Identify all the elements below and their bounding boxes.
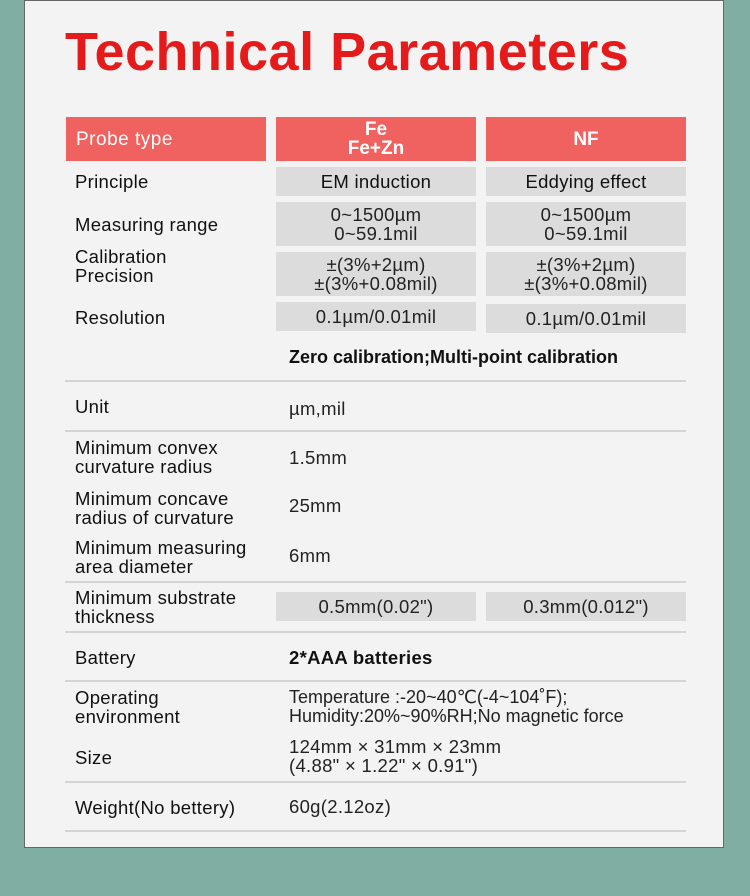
header-fe-line2: Fe+Zn <box>347 138 405 159</box>
calibration-fe-line2: ±(3%+0.08mil) <box>314 273 438 294</box>
battery-value: 2*AAA batteries <box>289 647 433 668</box>
calibration-fe-cell <box>276 252 476 296</box>
weight-value: 60g(2.12oz) <box>289 796 392 817</box>
row-divider <box>65 781 686 783</box>
calibration-mode-text: Zero calibration;Multi-point calibration <box>289 347 619 367</box>
calibration-fe-line1: ±(3%+2µm) <box>326 254 426 275</box>
row-divider <box>65 581 686 583</box>
convex-label <box>75 438 218 476</box>
weight-label: Weight(No bettery) <box>75 797 236 818</box>
header-fe-line1: Fe <box>364 119 388 140</box>
substrate-label-line1: Minimum substrate <box>75 587 237 608</box>
row-divider <box>65 680 686 682</box>
concave-label-line1: Minimum concave <box>75 488 229 509</box>
concave-label-line2: radius of curvature <box>75 507 234 528</box>
resolution-label: Resolution <box>75 307 166 328</box>
header-probe-type: Probe type <box>66 117 266 161</box>
range-label: Measuring range <box>75 214 219 235</box>
size-value <box>289 737 501 775</box>
substrate-label <box>75 588 236 626</box>
row-divider <box>65 430 686 432</box>
substrate-label-line2: thickness <box>75 606 155 627</box>
range-fe-cell <box>276 202 476 246</box>
concave-value: 25mm <box>289 495 342 516</box>
calibration-nf-cell <box>486 252 686 296</box>
row-divider <box>65 380 686 382</box>
range-fe-line1: 0~1500µm <box>330 204 422 225</box>
page-title: Technical Parameters <box>65 22 630 82</box>
row-divider <box>65 631 686 633</box>
range-nf-cell <box>486 202 686 246</box>
environment-label <box>75 688 180 726</box>
size-imperial: (4.88" × 1.22" × 0.91") <box>289 755 479 776</box>
area-label-line2: area diameter <box>75 556 194 577</box>
convex-label-line1: Minimum convex <box>75 437 218 458</box>
header-nf-probe: NF <box>486 117 686 161</box>
area-label <box>75 538 247 576</box>
substrate-fe-cell: 0.5mm(0.02") <box>276 592 476 621</box>
principle-nf-cell: Eddying effect <box>486 167 686 196</box>
concave-label <box>75 489 234 527</box>
principle-fe-cell: EM induction <box>276 167 476 196</box>
resolution-fe-cell: 0.1µm/0.01mil <box>276 302 476 331</box>
principle-label: Principle <box>75 171 149 192</box>
calibration-label <box>75 247 167 285</box>
unit-label: Unit <box>75 396 110 417</box>
size-metric: 124mm × 31mm × 23mm <box>289 736 502 757</box>
convex-label-line2: curvature radius <box>75 456 213 477</box>
environment-label-line2: environment <box>75 706 181 727</box>
environment-temperature: Temperature :-20~40℃(-4~104˚F); <box>289 687 568 707</box>
range-nf-line2: 0~59.1mil <box>544 223 628 244</box>
calibration-nf-line2: ±(3%+0.08mil) <box>524 273 648 294</box>
size-label: Size <box>75 747 113 768</box>
calibration-nf-line1: ±(3%+2µm) <box>536 254 636 275</box>
environment-humidity: Humidity:20%~90%RH;No magnetic force <box>289 706 624 726</box>
spec-card <box>24 0 724 848</box>
resolution-nf-cell: 0.1µm/0.01mil <box>486 304 686 333</box>
convex-value: 1.5mm <box>289 447 348 468</box>
calibration-label-line2: Precision <box>75 265 154 286</box>
header-fe-probe <box>276 117 476 161</box>
environment-label-line1: Operating <box>75 687 159 708</box>
calibration-label-line1: Calibration <box>75 246 167 267</box>
range-fe-line2: 0~59.1mil <box>334 223 418 244</box>
area-label-line1: Minimum measuring <box>75 537 247 558</box>
row-divider <box>65 830 686 832</box>
unit-value: µm,mil <box>289 398 346 419</box>
battery-label: Battery <box>75 647 136 668</box>
area-value: 6mm <box>289 545 332 566</box>
range-nf-line1: 0~1500µm <box>540 204 632 225</box>
environment-value <box>289 688 624 726</box>
substrate-nf-cell: 0.3mm(0.012") <box>486 592 686 621</box>
